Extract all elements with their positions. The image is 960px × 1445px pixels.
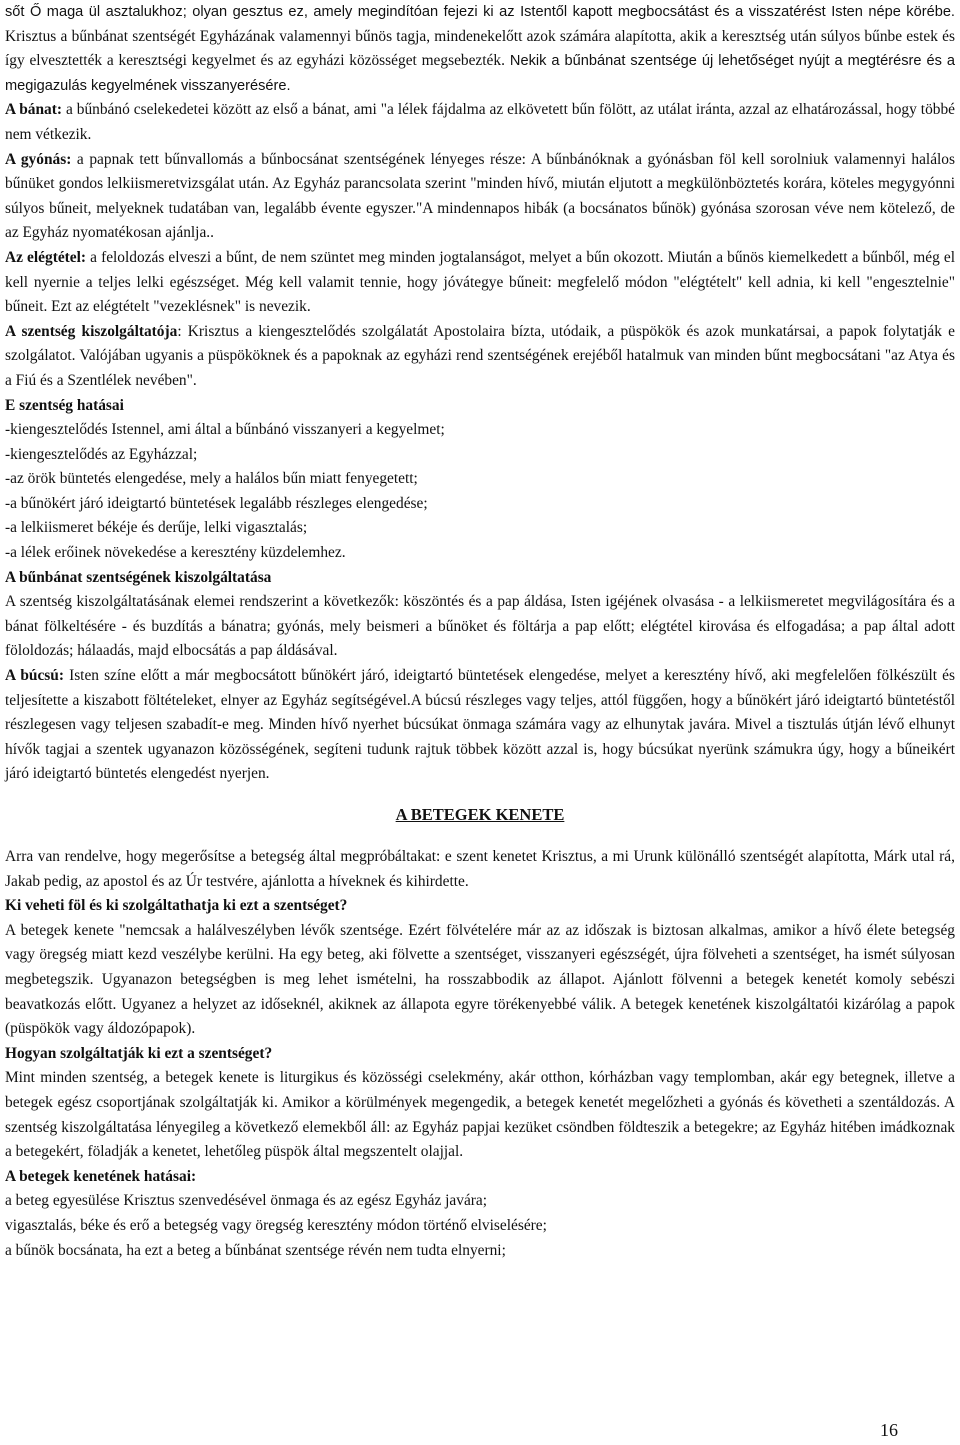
- answer-1-paragraph: A betegek kenete "nemcsak a halálveszélyben lévők szentsége. Ezért fölvételére már az az időszak is biztosan alkalmas, amikor a hívő élete betegség vagy öregség miatt kezd veszélybe kerülni. Ha egy beteg, aki fölvette a szentséget, visszanyeri egészségét, újra fölveheti a szentséget, ha ismét súlyosan megbetegszik. Ugyanazon betegségben is meg lehet ismételni, ha rosszabbodik az állapot. Ajánlott fölvenni a betegek kenetét komoly sebészi beavatkozás előtt. Ugyanez a helyzet az időseknél, akiknek az állapota egyre törékenyebbé válik. A betegek kenetének kiszolgáltatói kizárólag a papok (püspökök vagy áldozópapok).: [5, 921, 955, 1038]
- intro-text-b: Krisztus a bűnbánat szentségét Egyházának valamennyi bűnös tagja, mindenekelőtt azok számára alapította, akik a keresztség után súlyos bűnbe estek és így elvesztették a keresztségi kegyelmet és az egyházi közösséget megsebezték.: [5, 27, 955, 70]
- hatasai-heading: E szentség hatásai: [5, 396, 124, 414]
- section-title: A BETEGEK KENETE: [395, 805, 565, 824]
- intro-text-a: sőt Ő maga ül asztalukhoz; olyan gesztus ez, amely megindítóan fejezi ki az Istentől kapott megbocsátást és a visszatérést Isten népe körébe.: [5, 4, 955, 20]
- kiszolgaltatasa-heading: A bűnbánat szentségének kiszolgáltatása: [5, 568, 272, 586]
- betegek-intro: Arra van rendelve, hogy megerősítse a betegség által megpróbáltakat: e szent kenetet Krisztus, a mi Urunk különálló szentségét alapította, Márk utal rá, Jakab pedig, az apostol és az Úr testvére, ajánlotta a híveknek és kihirdette.: [5, 848, 955, 890]
- list-item: vigasztalás, béke és erő a betegség vagy öregség keresztény módon történő elviselésére;: [5, 1216, 547, 1234]
- kiszolgaltato-paragraph: [5, 320, 955, 394]
- gyonas-term: A gyónás:: [5, 150, 72, 168]
- effects-list: [5, 1189, 955, 1263]
- kiszolgaltatasa-paragraph: A szentség kiszolgáltatásának elemei rendszerint a következők: köszöntés és a pap áldása, Isten igéjének olvasása - a lelkiismeretet megvilágosítára és a bánat fölkeltésére - és buzdítás a bánatra; gyónás, mely beismeri a bűnöket és föltárja a pap előtt; elégtétel kirovása és elfogadása; a pap által adott föloldozás; hálaadás, majd elbocsátás a pap áldásával.: [5, 593, 955, 660]
- list-item: -a bűnökért járó ideigtartó büntetések legalább részleges elengedése;: [5, 494, 428, 512]
- kiszolgaltato-term: A szentség kiszolgáltatója: [5, 322, 178, 340]
- intro-paragraph: [5, 0, 955, 98]
- intro-text-c: Nekik a bűnbánat szentsége új lehetőséget nyújt a megtérésre és a megigazulás kegyelmének visszanyerésére.: [5, 53, 955, 94]
- banat-paragraph: [5, 98, 955, 147]
- elegtetel-paragraph: [5, 246, 955, 320]
- effects-heading: A betegek kenetének hatásai:: [5, 1167, 197, 1185]
- list-item: -kiengesztelődés Istennel, ami által a bűnbánó visszanyeri a kegyelmet;: [5, 421, 445, 439]
- elegtetel-term: Az elégtétel:: [5, 248, 87, 266]
- gyonas-text: a papnak tett bűnvallomás a bűnbocsánat szentségének lényeges része: A bűnbánóknak a gyónásban föl kell sorolniuk valamennyi halálos bűnüket gondos lelkiismeretvizsgálat után. Az Egyház parancsolata szerint "minden hívő, miután eljutott a megkülönböztetés korára, köteles megygyónni súlyos bűneit, melyeknek tudatában van, legalább évente egyszer."A mindennapos hibák (a bocsánatos bűnök) gyónása szorosan véve nem kötelező, de az Egyház nyomatékosan ajánlja..: [5, 150, 955, 242]
- list-item: -az örök büntetés elengedése, mely a halálos bűn miatt fenyegetett;: [5, 470, 418, 488]
- gyonas-paragraph: [5, 148, 955, 246]
- page-content: [5, 0, 955, 1263]
- question-1-heading: Ki veheti föl és ki szolgáltathatja ki ezt a szentséget?: [5, 897, 348, 915]
- banat-term: A bánat:: [5, 101, 62, 119]
- list-item: -a lelkiismeret békéje és derűje, lelki vigasztalás;: [5, 519, 308, 537]
- question-2-heading: Hogyan szolgáltatják ki ezt a szentséget?: [5, 1044, 273, 1062]
- list-item: -kiengesztelődés az Egyházzal;: [5, 445, 198, 463]
- bucsu-term: A búcsú:: [5, 667, 64, 685]
- page-number: 16: [880, 1420, 898, 1440]
- banat-text: a bűnbánó cselekedetei között az első a bánat, ami "a lélek fájdalma az elkövetett bűn fölött, az utálat iránta, azzal az elhatározással, hogy többé nem vétkezik.: [5, 101, 955, 143]
- bucsu-text: Isten színe előtt a már megbocsátott bűnökért járó, ideigtartó büntetések elengedése, melyet a keresztény hívő, aki megfelelően fölkészült és teljesítette a kiszabott föltételeket, elnyer az Egyház segítségével.A búcsú részleges vagy teljes, attól függően, hogy a bűnökért járó ideigtartó büntetéstől részlegesen vagy teljesen szabadít-e meg. Minden hívő nyerhet búcsúkat önmaga számára vagy az elhunytak javára. Mivel a tisztulás útján lévő elhunyt hívők tagjai a szentek ugyanazon közösségének, segíteni tudunk rajtuk többek között azzal is, hogy búcsúkat nyerünk számukra úgy, hogy a bűneikért járó ideigtartó büntetés elengedést nyerjen.: [5, 667, 955, 783]
- list-item: a beteg egyesülése Krisztus szenvedésével önmaga és az egész Egyház javára;: [5, 1192, 488, 1210]
- hatasai-list: [5, 418, 955, 566]
- elegtetel-text: a feloldozás elveszi a bűnt, de nem szüntet meg minden jogtalanságot, melyet a bűn okozott. Miután a bűnös kiemelkedett a bűnből, még el kell nyernie a teljes lelki egészséget. Még kell valamit tennie, hogy jóvátegye bűneit: megfelelő módon "elégtételt" kell adnia, ki kell "engesztelnie" bűneit. Ezt az elégtételt "vezeklésnek" is nevezik.: [5, 248, 955, 316]
- kiszolgaltato-text: : Krisztus a kiengesztelődés szolgálatát Apostolaira bízta, utódaik, a püspökök és azok munkatársai, a papok folytatják e szolgálatot. Valójában ugyanis a püspököknek és a papoknak az egyházi rend szentségének erejéből hatalmuk van minden bűnt megbocsátani "az Atya és a Fiú és a Szentlélek nevében".: [5, 322, 955, 389]
- answer-2-paragraph: Mint minden szentség, a betegek kenete is liturgikus és közösségi cselekmény, akár otthon, kórházban vagy templomban, akár egy betegnek, illetve a betegek egész csoportjának szolgáltatják ki. Amikor a körülmények megengedik, a betegek kenetét megelőzheti a gyónás és követheti a szentáldozás. A szentség kiszolgáltatása lényegileg a következő elemekből áll: az Egyház papjai kezüket csöndben földteszik a betegekre; az Egyház hitében imádkoznak a betegekért, föladják a kenetet, lehetőleg püspök által megszentelt olajjal.: [5, 1069, 955, 1161]
- list-item: a bűnök bocsánata, ha ezt a beteg a bűnbánat szentsége révén nem tudta elnyerni;: [5, 1241, 506, 1259]
- bucsu-paragraph: [5, 664, 955, 787]
- list-item: -a lélek erőinek növekedése a keresztény küzdelemhez.: [5, 544, 346, 562]
